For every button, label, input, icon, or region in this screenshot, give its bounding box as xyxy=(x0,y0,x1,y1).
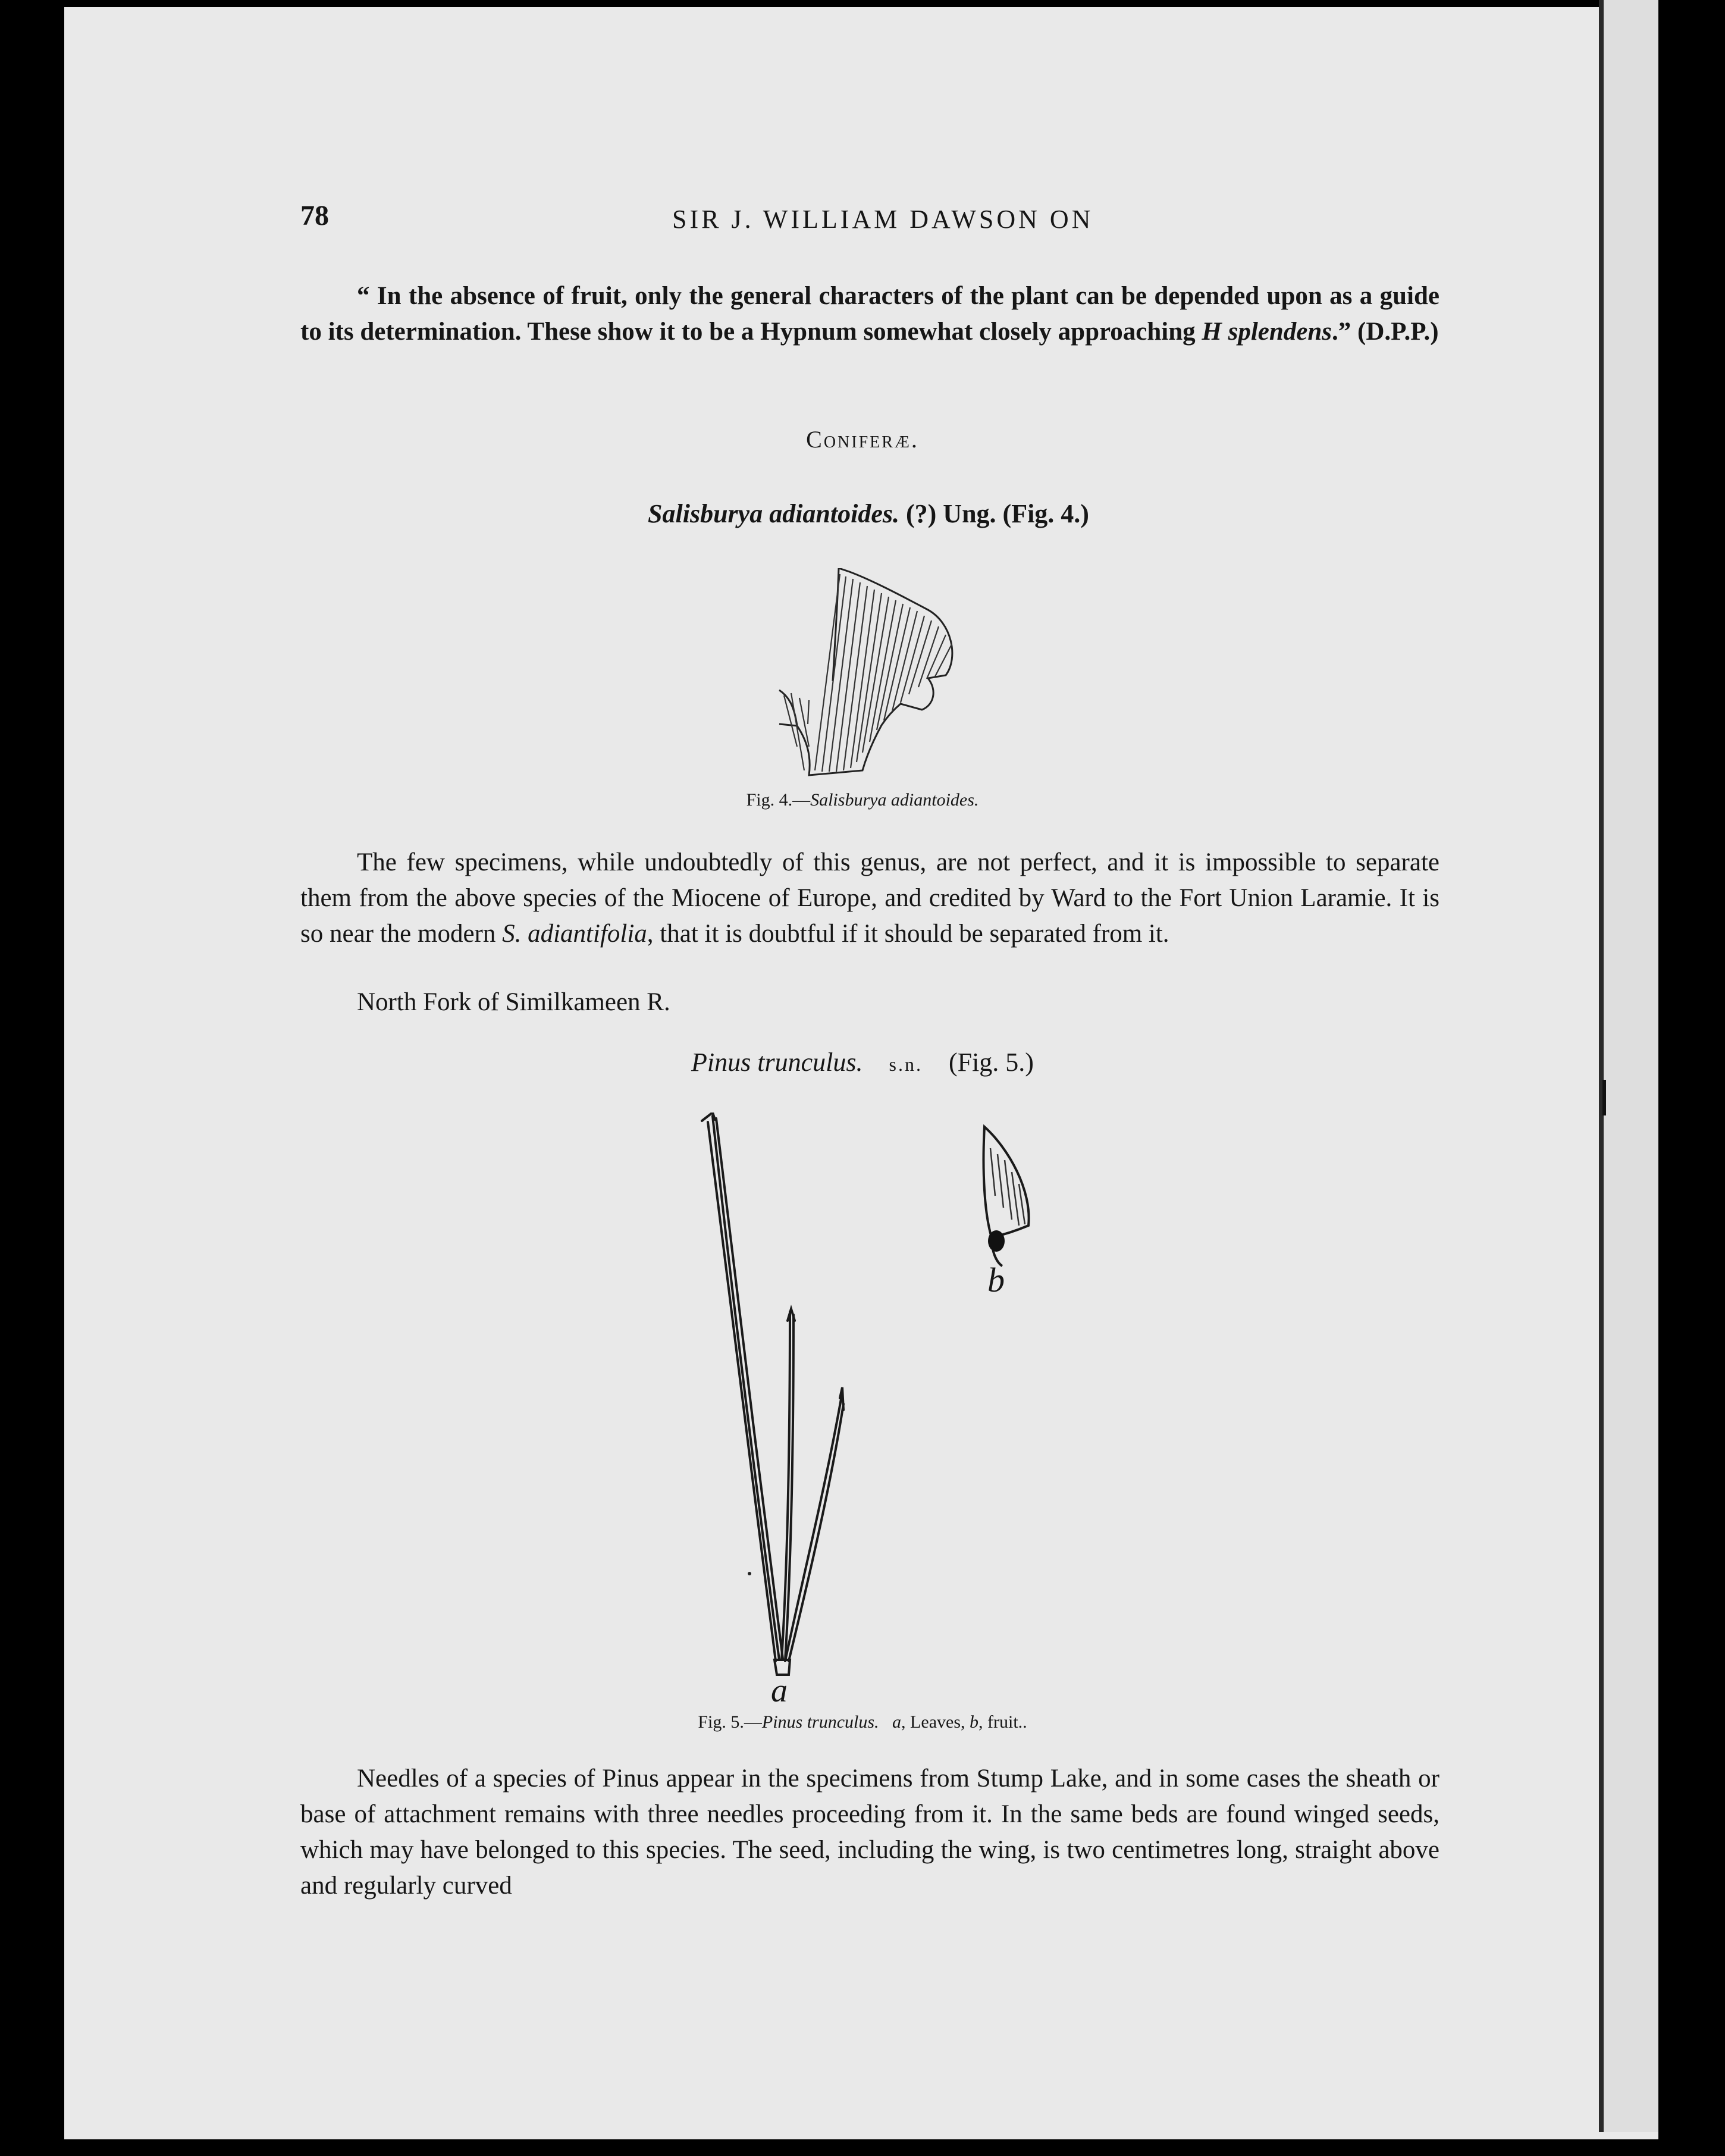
species-name-pinus: Pinus trunculus. xyxy=(691,1048,863,1077)
figure-5a-needles-drawing xyxy=(696,1113,851,1684)
species-heading-salisburya xyxy=(0,499,1725,529)
paragraph-2-text-1: The few specimens, while undoubtedly of this genus, are not perfect, and it is impossible to separate them from the above species of the Miocene of Europe, and credited by Ward to the Fort Union Laramie. It is so near the modern xyxy=(300,848,1439,948)
species-heading-pinus xyxy=(0,1047,1725,1077)
quote-text-1: “ In the absence of fruit, only the general characters of the plant can be depended upon as a guide to its determination. These show it to be a Hypnum somewhat closely approaching xyxy=(300,282,1439,346)
figure-4-leaf-drawing xyxy=(773,568,976,782)
figure-5b-seed-drawing xyxy=(967,1124,1044,1273)
figure-5-caption-b: b xyxy=(970,1712,978,1732)
figure-5-caption-b-text: , fruit.. xyxy=(978,1712,1027,1732)
species-authority-salisburya: (?) Ung. (Fig. 4.) xyxy=(906,499,1089,528)
figure-5-caption-a: a xyxy=(892,1712,902,1732)
figure-4-caption xyxy=(0,790,1725,810)
paragraph-2-text-2: , that it is doubtful if it should be separated from it. xyxy=(647,920,1169,948)
quote-paragraph xyxy=(300,278,1439,350)
figure-5-caption-a-text: , Leaves, xyxy=(901,1712,970,1732)
species-name-salisburya: Salisburya adiantoides. xyxy=(648,499,899,528)
figure-4-caption-prefix: Fig. 4.— xyxy=(746,790,811,810)
body-paragraph-3 xyxy=(300,1761,1439,1904)
body-paragraph-2 xyxy=(300,845,1439,952)
paragraph-3-text: Needles of a species of Pinus appear in the specimens from Stump Lake, and in some cases the sheath or base of attachment remains with three needles proceeding from it. In the same beds are found winged seeds, which may have belonged to this species. The seed, including the wing, is two centimetres long, straight above and regularly curved xyxy=(300,1765,1439,1900)
figure-5-caption xyxy=(0,1712,1725,1732)
figure-4-caption-name: Salisburya adiantoides. xyxy=(810,790,979,810)
locality-line: North Fork of Similkameen R. xyxy=(357,988,670,1016)
page-number: 78 xyxy=(300,200,329,231)
species-fig-ref: (Fig. 5.) xyxy=(948,1048,1034,1077)
figure-5-caption-prefix: Fig. 5.— xyxy=(698,1712,762,1732)
running-head: SIR J. WILLIAM DAWSON ON xyxy=(672,205,1094,234)
quote-italic: H splendens xyxy=(1202,318,1332,346)
figure-5-caption-name: Pinus trunculus. xyxy=(761,1712,879,1732)
species-sn: s.n. xyxy=(889,1054,923,1075)
figure-5-label-a: a xyxy=(771,1672,788,1709)
page-header xyxy=(300,199,1431,241)
figure-5-label-b: b xyxy=(987,1261,1005,1299)
quote-text-2: .” (D.P.P.) xyxy=(1332,318,1439,346)
section-title: Coniferæ. xyxy=(806,426,919,453)
paragraph-2-italic: S. adiantifolia xyxy=(502,920,647,948)
